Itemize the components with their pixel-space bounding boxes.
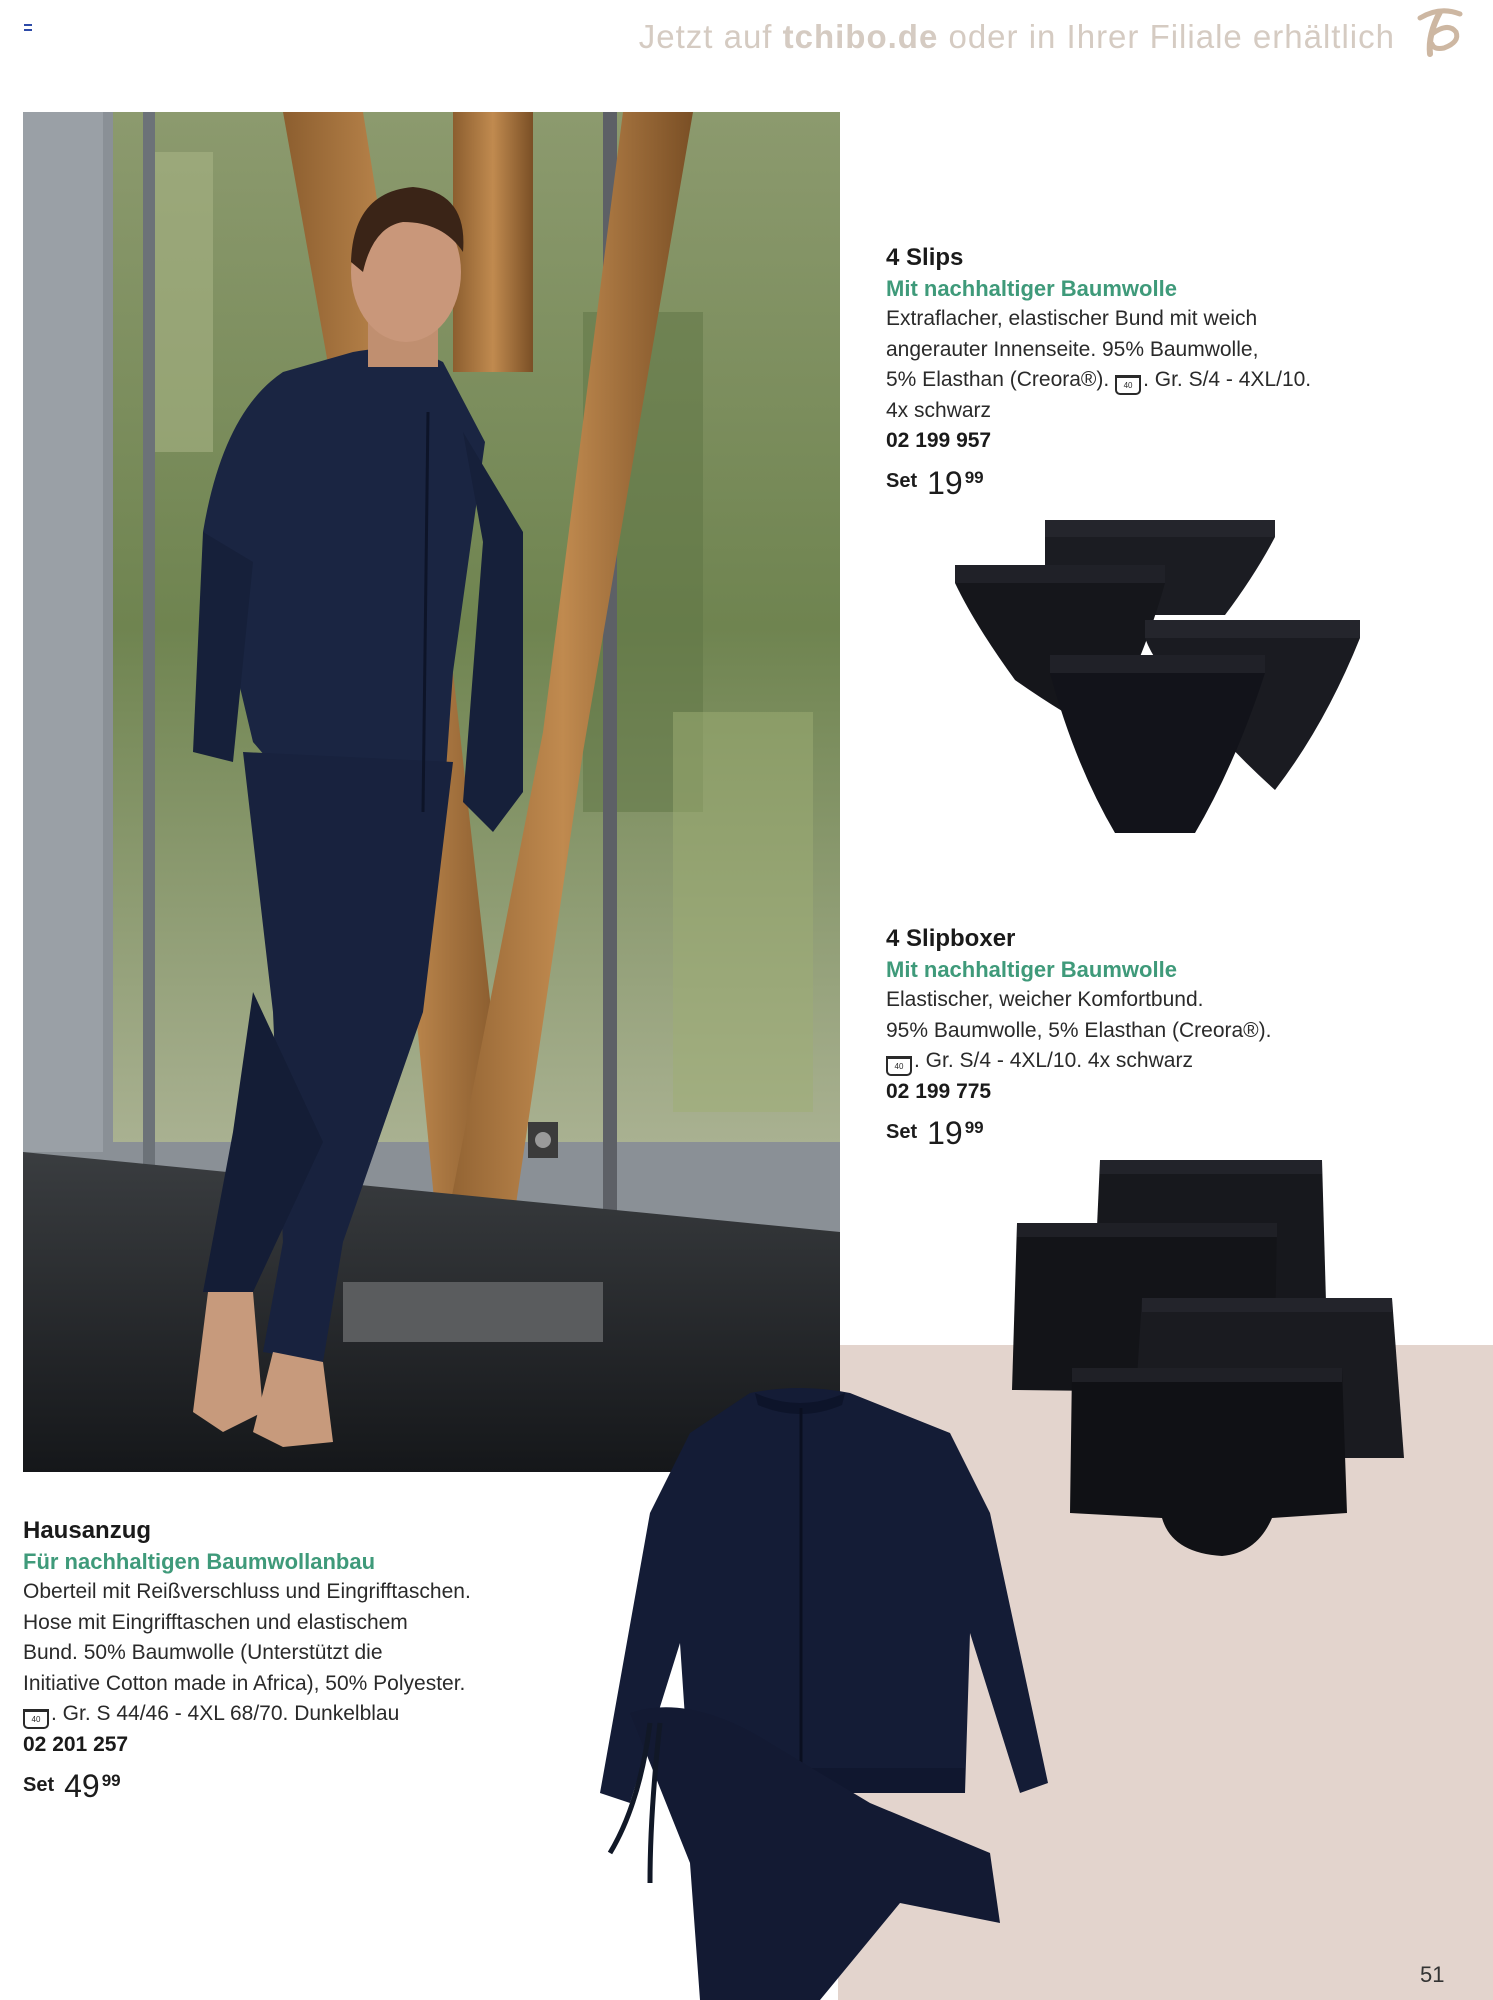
price-cents: 99: [964, 467, 984, 487]
price-cents: 99: [964, 1118, 984, 1137]
description-line: 5% Elasthan (Creora®). 40 . Gr. S/4 - 4XL/10.: [886, 365, 1311, 396]
description-line: 40 . Gr. S/4 - 4XL/10. 4x schwarz: [886, 1046, 1271, 1077]
product-subtitle: Für nachhaltigen Baumwollanbau: [23, 1548, 376, 1574]
description-line: Initiative Cotton made in Africa), 50% Polyester.: [23, 1671, 466, 1695]
flag-icon: [24, 24, 32, 31]
price: [886, 461, 1311, 501]
description-line: 95% Baumwolle, 5% Elasthan (Creora®).: [886, 1018, 1272, 1042]
article-number: 02 199 957: [886, 429, 992, 452]
product-title: 4 Slips: [886, 244, 964, 271]
description-line: Elastischer, weicher Komfortbund.: [886, 988, 1204, 1011]
product-hausanzug: [23, 1516, 471, 1804]
price-main: 19: [927, 464, 963, 501]
price: [23, 1764, 471, 1804]
wash-symbol-icon: 40: [1115, 375, 1141, 395]
article-number: 02 201 257: [23, 1732, 129, 1756]
article-number: 02 199 775: [886, 1079, 992, 1103]
lifestyle-photo: [23, 112, 840, 1472]
description-line: Bund. 50% Baumwolle (Unterstützt die: [23, 1641, 383, 1664]
description-line: angerauter Innenseite. 95% Baumwolle,: [886, 337, 1259, 361]
product-subtitle: Mit nachhaltiger Baumwolle: [886, 275, 1177, 301]
price-label: Set: [886, 1120, 918, 1143]
slipboxer-product-image: [1012, 1158, 1407, 1563]
price-main: 49: [64, 1768, 100, 1804]
price: [886, 1111, 1271, 1151]
product-title: 4 Slipboxer: [886, 925, 1016, 952]
description-line: 4x schwarz: [886, 398, 992, 422]
tchibo-link[interactable]: tchibo.de: [782, 18, 939, 55]
product-slipboxer: [886, 924, 1271, 1151]
product-slips: [886, 243, 1311, 501]
description-line: Oberteil mit Reißverschluss und Eingrifftaschen.: [23, 1580, 471, 1603]
price-cents: 99: [101, 1771, 121, 1790]
price-label: Set: [886, 470, 918, 492]
page-number: 51: [1420, 1962, 1445, 1987]
product-subtitle: Mit nachhaltiger Baumwolle: [886, 956, 1177, 982]
description-line: 40 . Gr. S 44/46 - 4XL 68/70. Dunkelblau: [23, 1699, 471, 1730]
wash-symbol-icon: 40: [886, 1056, 912, 1076]
description-line: Hose mit Eingrifftaschen und elastischem: [23, 1610, 408, 1634]
product-title: Hausanzug: [23, 1517, 152, 1544]
description-line: Extraflacher, elastischer Bund mit weich: [886, 307, 1258, 330]
availability-header: Jetzt auf tchibo.de oder in Ihrer Filiale erhältlich: [638, 18, 1395, 55]
hausanzug-product-image: [570, 1383, 1060, 2000]
price-label: Set: [23, 1773, 55, 1796]
tchibo-logo-icon: [1410, 4, 1470, 62]
wash-symbol-icon: 40: [23, 1709, 49, 1729]
price-main: 19: [927, 1115, 963, 1151]
slips-product-image: [955, 515, 1365, 835]
